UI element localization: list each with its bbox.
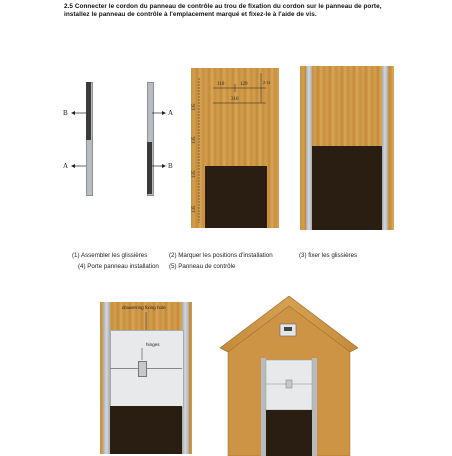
dim-135-a: 135 [192, 103, 197, 111]
instruction-text [64, 3, 444, 19]
right-rail-top-label: A [168, 109, 174, 117]
hinges-label: hinges [146, 342, 160, 347]
dim-110: 110 [217, 82, 225, 87]
house-door-opening [266, 410, 312, 456]
caption-step-5: (5) Panneau de contrôle [169, 263, 236, 270]
caption-step-2: (2) Marquer les positions d'installation [169, 252, 273, 259]
house-rail-left [261, 358, 266, 456]
house-figure [218, 296, 360, 456]
fixed-rail-left [306, 66, 312, 230]
instruction-line-1: 2.5 Connecter le cordon du panneau de contrôle au trou de fixation du cordon sur le panneau de porte, [64, 3, 382, 10]
marking-panel-figure [191, 68, 279, 228]
rails-arrows [55, 80, 185, 200]
fixed-rail-right [382, 66, 388, 230]
dim-316: 316 [231, 97, 239, 102]
marking-dimension-lines [191, 68, 279, 228]
drawer-hole-label: drawerring fixing hole [122, 305, 166, 310]
house-rail-right [312, 358, 317, 456]
dim-135-b: 135 [192, 136, 197, 144]
fixed-rails-door [312, 146, 382, 230]
caption-step-1: (1) Assembler les glissières [72, 252, 148, 259]
dim-135-d: 135 [192, 205, 197, 213]
dim-135-c: 135 [192, 170, 197, 178]
door-label-arrows [100, 302, 192, 454]
left-rail-bottom-label: A [63, 162, 69, 170]
instruction-line-2: installez le panneau de contrôle à l'emplacement marqué et fixez-le à l'aide de vis. [64, 11, 317, 18]
dim-2-12: 2-12 [263, 80, 271, 85]
dim-129: 129 [240, 82, 248, 87]
caption-step-4: (4) Porte panneau installation [78, 263, 159, 270]
left-rail-top-label: B [63, 109, 68, 117]
fixed-rails-figure [300, 66, 394, 230]
caption-step-3: (3) fixer les glissières [299, 252, 358, 259]
rails-assembly-figure [55, 80, 185, 200]
right-rail-bottom-label: B [168, 162, 173, 170]
door-panel-figure [100, 302, 192, 454]
